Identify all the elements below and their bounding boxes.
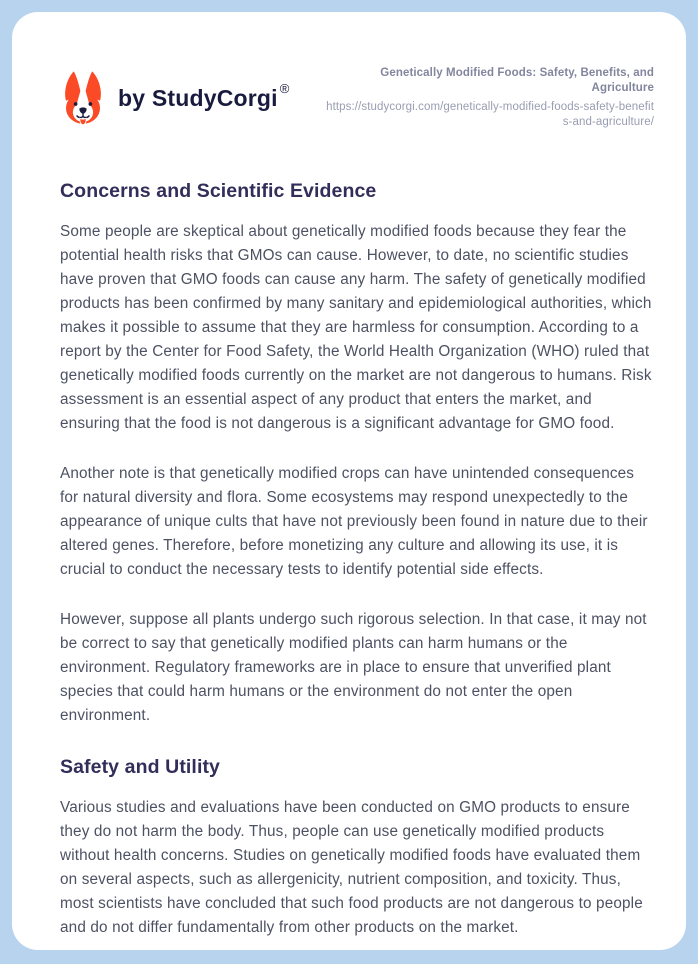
article-body — [60, 180, 654, 940]
document-meta — [322, 66, 654, 130]
section-concerns — [60, 180, 654, 728]
brand-name: by StudyCorgi ® — [118, 80, 290, 111]
document-title: Genetically Modified Foods: Safety, Benefits, and Agriculture — [380, 67, 654, 94]
paragraph: Another note is that genetically modified crops can have unintended consequences for natural diversity and flora. Some ecosystems may respond unexpectedly to the appearance of unique cults that have not previously been found in nature due to their altered genes. Therefore, before monetizing any culture and allowing its use, it is crucial to conduct the necessary tests to identify potential side effects. — [60, 465, 648, 578]
brand — [60, 70, 290, 126]
registered-trademark-icon: ® — [279, 80, 290, 96]
paragraph: However, suppose all plants undergo such rigorous selection. In that case, it may not be correct to say that genetically modified plants can harm humans or the environment. Regulatory frameworks are in place to ensure that unverified plant species that could harm humans or the environment do not enter the open environment. — [60, 611, 647, 724]
paragraph: Various studies and evaluations have been conducted on GMO products to ensure they do not harm the body. Thus, people can use genetically modified products without health concerns. Studies on genetically modified foods have evaluated them on several aspects, such as allergenicity, nutrient composition, and toxicity. Thus, most scientists have concluded that such food products are not dangerous to people and do not differ fundamentally from other products on the market. — [60, 799, 643, 936]
section-heading: Concerns and Scientific Evidence — [60, 180, 377, 202]
document-url: https://studycorgi.com/genetically-modified-foods-safety-benefits-and-agriculture/ — [326, 101, 654, 128]
section-safety — [60, 756, 654, 940]
section-heading: Safety and Utility — [60, 756, 220, 778]
paragraph: Some people are skeptical about genetically modified foods because they fear the potential health risks that GMOs can cause. However, to date, no scientific studies have proven that GMO foods can cause any harm. The safety of genetically modified products has been confirmed by many sanitary and epidemiological authorities, which makes it possible to assume that they are harmless for consumption. According to a report by the Center for Food Safety, the World Health Organization (WHO) ruled that genetically modified foods currently on the market are not dangerous to humans. Risk assessment is an essential aspect of any product that enters the market, and ensuring that the food is not dangerous is a significant advantage for GMO food. — [60, 223, 652, 432]
corgi-logo-icon — [60, 70, 106, 126]
document-card — [12, 12, 686, 950]
header — [60, 66, 654, 130]
